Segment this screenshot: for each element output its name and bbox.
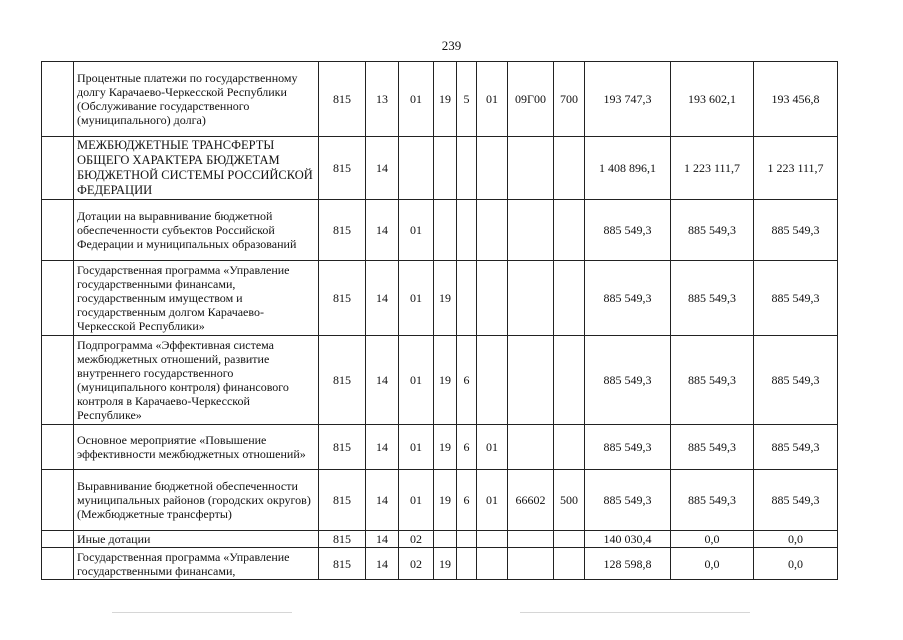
direction-code: 66602 (508, 470, 554, 531)
blank-cell (42, 137, 74, 200)
program-code: 19 (434, 336, 457, 425)
table-row (42, 548, 838, 580)
table-row (42, 200, 838, 261)
budget-table (41, 61, 838, 580)
program-code: 19 (434, 425, 457, 470)
blank-cell (42, 531, 74, 548)
amount-year-2: 1 223 111,7 (671, 137, 754, 200)
subprogram-code (457, 200, 477, 261)
program-code: 19 (434, 62, 457, 137)
measure-code: 01 (477, 470, 508, 531)
blank-cell (42, 470, 74, 531)
expense-type-code: 500 (554, 470, 585, 531)
row-name: Государственная программа «Управление государственными финансами, (74, 548, 319, 580)
amount-year-3: 885 549,3 (754, 425, 838, 470)
scan-artifact-line (520, 612, 750, 613)
amount-year-3: 885 549,3 (754, 470, 838, 531)
measure-code (477, 336, 508, 425)
amount-year-2: 885 549,3 (671, 470, 754, 531)
amount-year-2: 885 549,3 (671, 261, 754, 336)
direction-code (508, 336, 554, 425)
amount-year-2: 885 549,3 (671, 200, 754, 261)
ved-code: 815 (319, 261, 366, 336)
ved-code: 815 (319, 425, 366, 470)
measure-code: 01 (477, 425, 508, 470)
blank-cell (42, 336, 74, 425)
amount-year-2: 0,0 (671, 548, 754, 580)
amount-year-1: 1 408 896,1 (585, 137, 671, 200)
program-code: 19 (434, 548, 457, 580)
subsection-code: 01 (399, 470, 434, 531)
section-code: 14 (366, 425, 399, 470)
amount-year-3: 0,0 (754, 548, 838, 580)
row-name: Выравнивание бюджетной обеспеченности муниципальных районов (городских округов) (Межбюджетные трансферты) (74, 470, 319, 531)
direction-code (508, 425, 554, 470)
table-row (42, 261, 838, 336)
row-name: Процентные платежи по государственному долгу Карачаево-Черкесской Республики (Обслуживание государственного (муниципального) долга) (74, 62, 319, 137)
amount-year-2: 193 602,1 (671, 62, 754, 137)
blank-cell (42, 548, 74, 580)
section-code: 14 (366, 200, 399, 261)
section-code: 14 (366, 137, 399, 200)
row-name: МЕЖБЮДЖЕТНЫЕ ТРАНСФЕРТЫ ОБЩЕГО ХАРАКТЕРА БЮДЖЕТАМ БЮДЖЕТНОЙ СИСТЕМЫ РОССИЙСКОЙ ФЕДЕРАЦИИ (74, 137, 319, 200)
row-name: Подпрограмма «Эффективная система межбюджетных отношений, развитие внутреннего государственного (муниципального контроля) финансового контроля в Карачаево-Черкесской Республике» (74, 336, 319, 425)
expense-type-code (554, 336, 585, 425)
program-code (434, 200, 457, 261)
row-name: Основное мероприятие «Повышение эффективности межбюджетных отношений» (74, 425, 319, 470)
section-code: 14 (366, 261, 399, 336)
amount-year-3: 193 456,8 (754, 62, 838, 137)
table-row (42, 531, 838, 548)
amount-year-1: 885 549,3 (585, 336, 671, 425)
subprogram-code: 6 (457, 336, 477, 425)
amount-year-3: 0,0 (754, 531, 838, 548)
amount-year-3: 885 549,3 (754, 200, 838, 261)
expense-type-code (554, 200, 585, 261)
amount-year-2: 885 549,3 (671, 425, 754, 470)
subprogram-code: 6 (457, 425, 477, 470)
subprogram-code (457, 137, 477, 200)
direction-code (508, 548, 554, 580)
amount-year-2: 0,0 (671, 531, 754, 548)
section-code: 14 (366, 470, 399, 531)
section-code: 14 (366, 531, 399, 548)
ved-code: 815 (319, 470, 366, 531)
measure-code (477, 531, 508, 548)
expense-type-code (554, 531, 585, 548)
amount-year-1: 193 747,3 (585, 62, 671, 137)
subprogram-code (457, 548, 477, 580)
measure-code (477, 137, 508, 200)
amount-year-1: 885 549,3 (585, 470, 671, 531)
amount-year-1: 885 549,3 (585, 425, 671, 470)
blank-cell (42, 62, 74, 137)
blank-cell (42, 261, 74, 336)
measure-code (477, 548, 508, 580)
page-number: 239 (441, 38, 462, 53)
measure-code: 01 (477, 62, 508, 137)
direction-code (508, 200, 554, 261)
expense-type-code (554, 548, 585, 580)
table-row (42, 62, 838, 137)
ved-code: 815 (319, 200, 366, 261)
amount-year-1: 140 030,4 (585, 531, 671, 548)
direction-code: 09Г00 (508, 62, 554, 137)
section-code: 13 (366, 62, 399, 137)
blank-cell (42, 425, 74, 470)
subprogram-code: 5 (457, 62, 477, 137)
amount-year-2: 885 549,3 (671, 336, 754, 425)
measure-code (477, 261, 508, 336)
direction-code (508, 531, 554, 548)
ved-code: 815 (319, 137, 366, 200)
table-row (42, 336, 838, 425)
subsection-code: 01 (399, 336, 434, 425)
program-code: 19 (434, 470, 457, 531)
program-code: 19 (434, 261, 457, 336)
amount-year-1: 885 549,3 (585, 200, 671, 261)
amount-year-3: 1 223 111,7 (754, 137, 838, 200)
subsection-code: 01 (399, 62, 434, 137)
measure-code (477, 200, 508, 261)
subprogram-code: 6 (457, 470, 477, 531)
amount-year-1: 128 598,8 (585, 548, 671, 580)
ved-code: 815 (319, 531, 366, 548)
expense-type-code (554, 425, 585, 470)
table-row (42, 137, 838, 200)
subsection-code: 01 (399, 425, 434, 470)
direction-code (508, 261, 554, 336)
program-code (434, 531, 457, 548)
ved-code: 815 (319, 62, 366, 137)
subsection-code: 02 (399, 548, 434, 580)
direction-code (508, 137, 554, 200)
subsection-code: 02 (399, 531, 434, 548)
table-row (42, 470, 838, 531)
subprogram-code (457, 531, 477, 548)
ved-code: 815 (319, 548, 366, 580)
subprogram-code (457, 261, 477, 336)
subsection-code: 01 (399, 261, 434, 336)
ved-code: 815 (319, 336, 366, 425)
amount-year-3: 885 549,3 (754, 261, 838, 336)
table-row (42, 425, 838, 470)
amount-year-1: 885 549,3 (585, 261, 671, 336)
row-name: Иные дотации (74, 531, 319, 548)
row-name: Государственная программа «Управление государственными финансами, государственным имуществом и государственным долгом Карачаево-Черкесской Республики» (74, 261, 319, 336)
program-code (434, 137, 457, 200)
expense-type-code (554, 261, 585, 336)
subsection-code (399, 137, 434, 200)
expense-type-code (554, 137, 585, 200)
scan-artifact-line (112, 612, 292, 613)
expense-type-code: 700 (554, 62, 585, 137)
section-code: 14 (366, 336, 399, 425)
row-name: Дотации на выравнивание бюджетной обеспеченности субъектов Российской Федерации и муниципальных образований (74, 200, 319, 261)
blank-cell (42, 200, 74, 261)
section-code: 14 (366, 548, 399, 580)
amount-year-3: 885 549,3 (754, 336, 838, 425)
subsection-code: 01 (399, 200, 434, 261)
